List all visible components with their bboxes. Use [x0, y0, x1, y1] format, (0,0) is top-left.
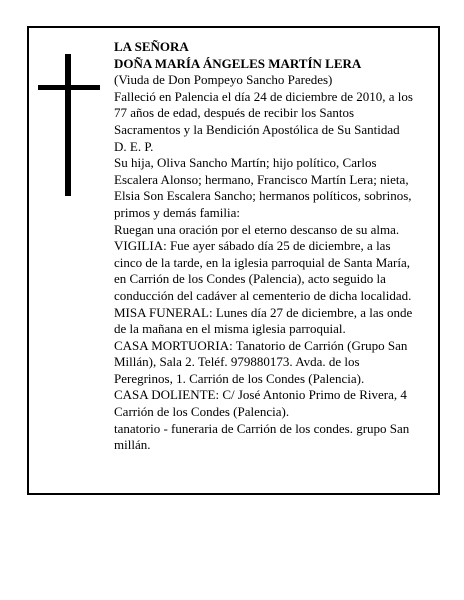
cross-horizontal-bar	[38, 85, 100, 90]
death-announcement: Falleció en Palencia el día 24 de diciembre de 2010, a los 77 años de edad, después de recibir los Santos Sacramentos y la Bendición Apostólica de Su Santidad	[114, 88, 413, 137]
footer-note: tanatorio - funeraria de Carrión de los condes. grupo San millán.	[114, 420, 410, 453]
funeral-home: CASA MORTUORIA: Tanatorio de Carrión (Grupo San Millán), Sala 2. Teléf. 979880173. Avda. de los Peregrinos, 1. Carrión de los Condes (Palencia).	[114, 337, 408, 386]
rip: D. E. P.	[114, 138, 154, 154]
mourning-house: CASA DOLIENTE: C/ José Antonio Primo de Rivera, 4 Carrión de los Condes (Palencia).	[114, 387, 407, 420]
obituary-text	[114, 39, 414, 454]
widow-of: (Viuda de Don Pompeyo Sancho Paredes)	[114, 72, 333, 88]
cross-icon	[38, 54, 100, 196]
family-list: Su hija, Oliva Sancho Martín; hijo político, Carlos Escalera Alonso; hermano, Francisco Martín Lera; nieta, Elsia Son Escalera Sancho; hermanos políticos, sobrinos, primos y demás familia:	[114, 155, 412, 220]
funeral-mass: MISA FUNERAL: Lunes día 27 de diciembre, a las onde de la mañana en el misma iglesia parroquial.	[114, 304, 413, 337]
vigil-details: VIGILIA: Fue ayer sábado día 25 de diciembre, a las cinco de la tarde, en la iglesia parroquial de Santa María, en Carrión de los Condes (Palencia), acto seguido la conducción del cadáver al cementerio de dicha localidad.	[114, 238, 412, 303]
cross-vertical-bar	[65, 54, 71, 196]
deceased-name: DOÑA MARÍA ÁNGELES MARTÍN LERA	[114, 55, 362, 71]
title: LA SEÑORA	[114, 39, 189, 54]
prayer-request: Ruegan una oración por el eterno descanso de su alma.	[114, 221, 400, 237]
